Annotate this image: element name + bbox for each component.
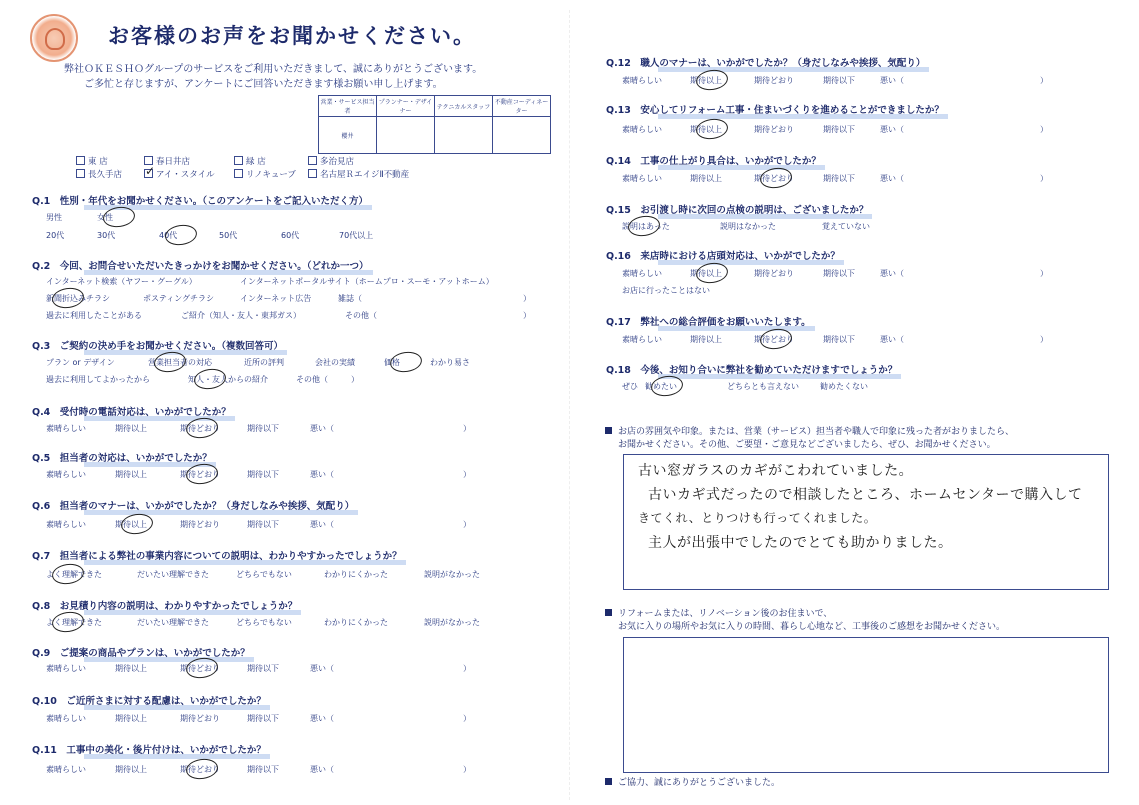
question-text: Q.2 今回、お問合せいただいたきっかけをお聞かせください。（どれか一つ） [32, 261, 369, 272]
option[interactable]: 期待以上 [690, 76, 722, 85]
option[interactable]: 悪い（ [880, 269, 904, 278]
answer-circle-mark [51, 610, 85, 634]
option[interactable]: 素晴らしい [622, 269, 662, 278]
staff-cell [377, 117, 435, 154]
option[interactable]: 近所の評判 [244, 358, 284, 367]
option[interactable]: 素晴らしい [622, 125, 662, 134]
option[interactable]: よく理解できた [46, 570, 102, 579]
option[interactable]: 悪い（ [880, 125, 904, 134]
option[interactable]: 期待どおり [754, 335, 794, 344]
question-text: Q.11 工事中の美化・後片付けは、いかがでしたか？ [32, 745, 266, 756]
question-text: Q.15 お引渡し時に次回の点検の説明は、ございましたか？ [606, 205, 869, 216]
answer-circle-mark [164, 223, 198, 247]
option[interactable]: 男性 [46, 213, 62, 222]
option[interactable]: 期待以下 [247, 714, 279, 723]
comment-line: 主人が出張中でしたのでとても助かりました。 [648, 535, 953, 551]
option[interactable]: だいたい理解できた [137, 570, 209, 579]
option[interactable]: 期待以下 [247, 520, 279, 529]
option[interactable]: 期待どおり [754, 76, 794, 85]
comment2-label [605, 606, 1005, 632]
question-text: Q.12 職人のマナーは、いかがでしたか？（身だしなみや挨拶、気配り） [606, 58, 926, 69]
comment2-label-line: お気に入りの場所やお気に入りの時間、暮らし心地など、工事後のご感想をお聞かせください。 [618, 622, 1006, 632]
option: ） [463, 664, 471, 673]
option[interactable]: 説明がなかった [424, 570, 480, 579]
option[interactable]: 期待以上 [115, 424, 147, 433]
option[interactable]: 素晴らしい [622, 174, 662, 183]
option: ） [351, 375, 359, 384]
option[interactable]: 期待以下 [823, 76, 855, 85]
option[interactable]: 40代 [159, 231, 178, 240]
option[interactable]: 期待以上 [115, 520, 147, 529]
option[interactable]: ポスティングチラシ [143, 294, 215, 303]
option[interactable]: 期待以下 [247, 470, 279, 479]
staff-signature: 櫻井 [319, 117, 377, 154]
answer-circle-mark [193, 367, 227, 391]
option[interactable]: 期待以下 [823, 335, 855, 344]
question-text: Q.14 工事の仕上がり具合は、いかがでしたか？ [606, 156, 821, 167]
question-11 [32, 742, 266, 756]
option: ） [1040, 269, 1048, 278]
option[interactable]: わかり易さ [430, 358, 470, 367]
option[interactable]: 期待どおり [754, 125, 794, 134]
answer-circle-mark [759, 327, 793, 351]
staff-header: 営業・サービス担当者 [319, 96, 377, 117]
comment1-label-line: お聞かせください。その他、ご要望・ご意見などございましたら、ぜひ、お聞かせください。 [618, 440, 996, 450]
question-3 [32, 338, 283, 352]
option[interactable]: 素晴らしい [46, 765, 86, 774]
option[interactable]: 過去に利用してよかったから [46, 375, 150, 384]
checkbox[interactable] [76, 169, 85, 178]
comment-line: 古い窓ガラスのカギがこわれていました。 [638, 463, 914, 479]
question-14 [606, 153, 821, 167]
option: ） [1040, 76, 1048, 85]
intro-line-2: ご多忙と存じますが、アンケートにご回答いただきます様お願い申し上げます。 [84, 79, 443, 90]
option: ） [523, 311, 531, 320]
option: ） [1040, 174, 1048, 183]
option[interactable]: 女性 [97, 213, 113, 222]
option[interactable]: 期待以下 [823, 269, 855, 278]
question-text: Q.13 安心してリフォーム工事・住まいづくりを進めることができましたか？ [606, 105, 944, 116]
option[interactable]: 期待どおり [180, 470, 220, 479]
answer-circle-mark [51, 286, 85, 310]
question-8 [32, 598, 297, 612]
question-1 [32, 193, 368, 207]
option[interactable]: 期待以上 [690, 125, 722, 134]
option[interactable]: 期待以下 [247, 424, 279, 433]
answer-circle-mark [153, 350, 187, 374]
staff-header: 不動産コーディネーター [493, 96, 551, 117]
option[interactable]: 過去に利用したことがある [46, 311, 142, 320]
option[interactable]: インターネット検索（ヤフー・グーグル） [46, 277, 197, 286]
option[interactable]: ご紹介（知人・友人・東邦ガス） [181, 311, 301, 320]
question-text: Q.6 担当者のマナーは、いかがでしたか？（身だしなみや挨拶、気配り） [32, 501, 355, 512]
staff-header: プランナー・デザイナー [377, 96, 435, 117]
checkbox[interactable] [234, 156, 243, 165]
option[interactable]: その他（ [296, 375, 328, 384]
option[interactable]: 50代 [219, 231, 238, 240]
comment2-label-line: リフォームまたは、リノベーション後のお住まいで、 [618, 609, 833, 619]
option: ） [463, 714, 471, 723]
option[interactable]: 知人・友人からの紹介 [188, 375, 268, 384]
closing-text: ご協力、誠にありがとうございました。 [618, 778, 781, 788]
option: ） [463, 470, 471, 479]
option: ） [463, 765, 471, 774]
square-bullet-icon [605, 609, 612, 616]
option[interactable]: 悪い（ [310, 664, 334, 673]
option[interactable]: インターネットポータルサイト（ホームプロ・スーモ・アットホーム） [240, 277, 494, 286]
option[interactable]: 営業担当者の対応 [148, 358, 212, 367]
staff-header: テクニカルスタッフ [435, 96, 493, 117]
question-5 [32, 450, 212, 464]
stamp-mark [30, 14, 78, 62]
comment-line: 古いカギ式だったので相談したところ、ホームセンターで購入して [648, 487, 1083, 503]
option[interactable]: 素晴らしい [46, 424, 86, 433]
option[interactable]: 素晴らしい [46, 470, 86, 479]
option[interactable]: 期待以下 [247, 765, 279, 774]
option[interactable]: 期待以下 [247, 664, 279, 673]
question-18 [606, 362, 897, 376]
answer-circle-mark [695, 117, 729, 141]
question-7 [32, 548, 402, 562]
option[interactable]: 期待どおり [754, 269, 794, 278]
question-text: Q.10 ご近所さまに対する配慮は、いかがでしたか？ [32, 696, 266, 707]
option[interactable]: 説明はあった [622, 222, 670, 231]
option[interactable]: どちらとも言えない [727, 382, 799, 391]
square-bullet-icon [605, 778, 612, 785]
answer-circle-mark [389, 350, 423, 374]
option: ） [523, 294, 531, 303]
option: ） [463, 520, 471, 529]
option[interactable]: 価格 [384, 358, 400, 367]
staff-cell [493, 117, 551, 154]
option[interactable]: 悪い（ [310, 765, 334, 774]
answer-circle-mark [185, 462, 219, 486]
answer-circle-mark [102, 205, 136, 229]
staff-table [318, 95, 551, 154]
option[interactable]: 期待どおり [180, 765, 220, 774]
option[interactable]: 素晴らしい [46, 664, 86, 673]
option: ） [1040, 125, 1048, 134]
option[interactable]: 悪い（ [310, 714, 334, 723]
checkbox[interactable] [234, 169, 243, 178]
option[interactable]: 20代 [46, 231, 65, 240]
staff-cell [435, 117, 493, 154]
option[interactable]: 悪い（ [310, 520, 334, 529]
option[interactable]: 期待以上 [690, 335, 722, 344]
comment2-box[interactable] [623, 637, 1109, 773]
option[interactable]: 30代 [97, 231, 116, 240]
answer-circle-mark [695, 68, 729, 92]
option[interactable]: 新聞折込みチラシ [46, 294, 110, 303]
option[interactable]: 期待以上 [115, 470, 147, 479]
option[interactable]: わかりにくかった [324, 618, 388, 627]
option[interactable]: 期待どおり [754, 174, 794, 183]
option[interactable]: 期待どおり [180, 424, 220, 433]
option[interactable]: インターネット広告 [240, 294, 312, 303]
option[interactable]: 悪い（ [880, 335, 904, 344]
option[interactable]: 期待以上 [115, 664, 147, 673]
question-text: Q.16 来店時における店頭対応は、いかがでしたか？ [606, 251, 840, 262]
checkbox[interactable] [308, 169, 317, 178]
answer-circle-mark [185, 416, 219, 440]
option[interactable]: どちらでもない [236, 570, 292, 579]
option[interactable]: お店に行ったことはない [622, 286, 710, 295]
answer-circle-mark [650, 374, 684, 398]
comment1-label-line: お店の雰囲気や印象。または、営業（サービス）担当者や職人で印象に残った者がおりましたら、 [618, 427, 1015, 437]
checkbox[interactable] [308, 156, 317, 165]
option[interactable]: 60代 [281, 231, 300, 240]
option[interactable]: 期待どおり [180, 520, 220, 529]
option[interactable]: 覚えていない [822, 222, 870, 231]
option[interactable]: 素晴らしい [46, 520, 86, 529]
answer-circle-mark [185, 656, 219, 680]
option[interactable]: 悪い（ [880, 174, 904, 183]
option[interactable]: プラン or デザイン [46, 358, 115, 367]
question-4 [32, 404, 231, 418]
option[interactable]: 説明はなかった [720, 222, 776, 231]
option[interactable]: 期待以上 [115, 714, 147, 723]
answer-circle-mark [759, 166, 793, 190]
question-6 [32, 498, 354, 512]
question-text: Q.4 受付時の電話対応は、いかがでしたか？ [32, 407, 231, 418]
option[interactable]: わかりにくかった [324, 570, 388, 579]
option[interactable]: 素晴らしい [46, 714, 86, 723]
question-9 [32, 645, 250, 659]
square-bullet-icon [605, 427, 612, 434]
page-title: お客様のお声をお聞かせください。 [108, 24, 476, 48]
option[interactable]: どちらでもない [236, 618, 292, 627]
comment-line: きてくれ、とりつけも行ってくれました。 [638, 511, 877, 525]
option[interactable]: 悪い（ [310, 470, 334, 479]
comment1-box[interactable] [623, 454, 1109, 590]
answer-circle-mark [51, 562, 85, 586]
question-text: Q.17 弊社への総合評価をお願いいたします。 [606, 317, 811, 328]
answer-circle-mark [120, 512, 154, 536]
check-mark-icon: ✓ [145, 164, 156, 178]
question-10 [32, 693, 266, 707]
option[interactable]: 期待どおり [180, 714, 220, 723]
option[interactable]: 期待以上 [690, 174, 722, 183]
checkbox[interactable] [76, 156, 85, 165]
question-text: Q.8 お見積り内容の説明は、わかりやすかったでしょうか？ [32, 601, 298, 612]
comment1-label [605, 424, 1014, 450]
question-text: Q.3 ご契約の決め手をお聞かせください。（複数回答可） [32, 341, 284, 352]
option[interactable]: 70代以上 [339, 231, 374, 240]
option[interactable]: 悪い（ [310, 424, 334, 433]
option[interactable]: 会社の実績 [315, 358, 355, 367]
question-text: Q.18 今後、お知り合いに弊社を勧めていただけますでしょうか？ [606, 365, 898, 376]
option: ） [1040, 335, 1048, 344]
option[interactable]: よく理解できた [46, 618, 102, 627]
column-divider [569, 10, 570, 800]
option[interactable]: 雑誌（ [338, 294, 362, 303]
option: ） [463, 424, 471, 433]
question-12 [606, 55, 925, 69]
option[interactable]: その他（ [345, 311, 377, 320]
option[interactable]: 期待どおり [180, 664, 220, 673]
question-17 [606, 314, 811, 328]
answer-circle-mark [627, 214, 661, 238]
question-text: Q.1 性別・年代をお聞かせください。（このアンケートをご記入いただく方） [32, 196, 368, 207]
option[interactable]: ぜひ [622, 382, 638, 391]
option[interactable]: 期待以上 [690, 269, 722, 278]
question-16 [606, 248, 840, 262]
question-13 [606, 102, 944, 116]
option[interactable]: 素晴らしい [622, 76, 662, 85]
answer-circle-mark [185, 757, 219, 781]
question-2 [32, 258, 369, 272]
question-text: Q.9 ご提案の商品やプランは、いかがでしたか？ [32, 648, 250, 659]
option[interactable]: 期待以下 [823, 125, 855, 134]
option[interactable]: 期待以上 [115, 765, 147, 774]
intro-line-1: 弊社ＯＫＥＳＨＯグループのサービスをご利用いただきまして、誠にありがとうございます。 [64, 64, 483, 75]
question-text: Q.7 担当者による弊社の事業内容についての説明は、わかりやすかったでしょうか？ [32, 551, 402, 562]
option[interactable]: 期待以下 [823, 174, 855, 183]
question-15 [606, 202, 868, 216]
option[interactable]: 勧めたくない [820, 382, 868, 391]
question-text: Q.5 担当者の対応は、いかがでしたか？ [32, 453, 212, 464]
answer-circle-mark [695, 261, 729, 285]
closing [605, 775, 780, 788]
option[interactable]: 素晴らしい [622, 335, 662, 344]
option[interactable]: 勧めたい [645, 382, 677, 391]
option[interactable]: 悪い（ [880, 76, 904, 85]
option[interactable]: 説明がなかった [424, 618, 480, 627]
option[interactable]: だいたい理解できた [137, 618, 209, 627]
